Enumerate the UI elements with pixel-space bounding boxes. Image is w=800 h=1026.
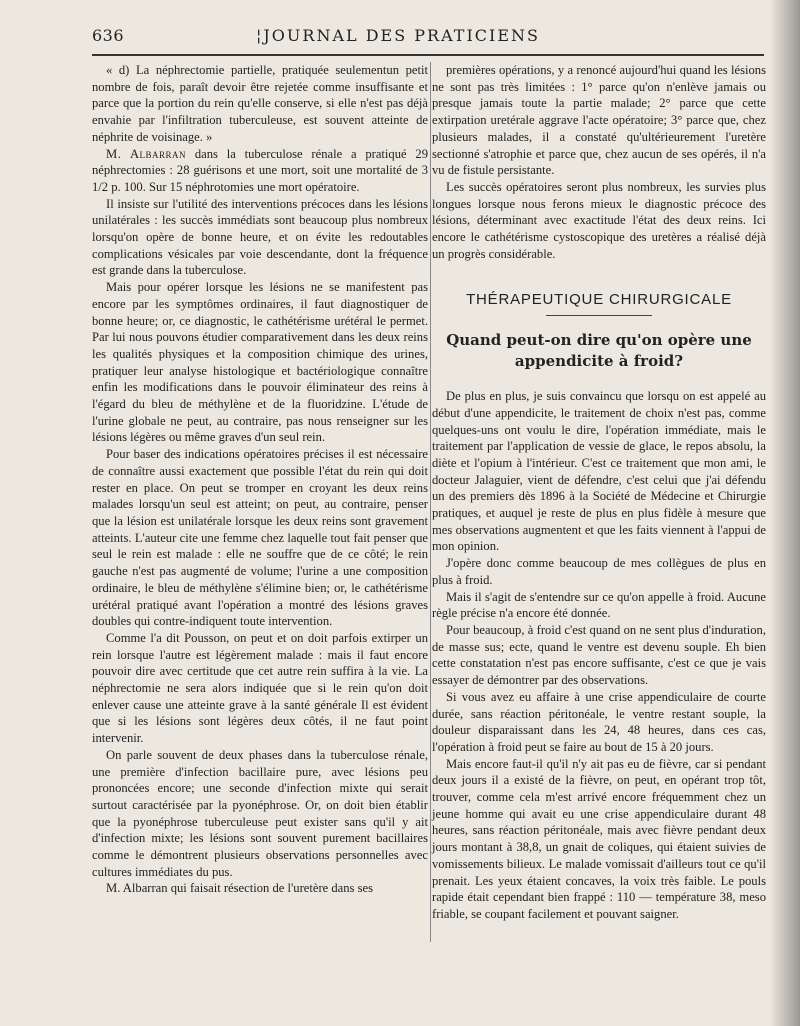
paragraph: M. Albarran qui faisait résection de l'uretère dans ses <box>106 881 373 896</box>
paragraph: J'opère donc comme beaucoup de mes collègues de plus en plus à froid. <box>432 556 766 587</box>
paragraph: Mais pour opérer lorsque les lésions ne se manifestent pas encore par les symptômes ordinaires, il faut diagnostiquer de bonne heure; or, ce diagnostic, le cathétérisme urétéral le permet. Par lui nous pouvons étudier comparativement dans les deux reins les qualités physiques et la composition chimique des urines, pratiquer leur analyse histologique et bactériologique connaître enfin les modifications dans le pouvoir éliminateur des reins à l'égard du bleu de méthylène et de la fluoridzine. L'étude de l'urine globale ne peut, au contraire, pas nous renseigner sur les lésions légères ou même graves d'un seul rein. <box>92 280 428 445</box>
paragraph: Les succès opératoires seront plus nombreux, les survies plus longues lorsque nous ferons mieux le diagnostic précoce des lésions, déterminant avec exactitude l'état des deux reins. Ici encore le cathétérisme cystoscopique des uretères a réalisé déjà un progrès considérable. <box>432 179 766 261</box>
paragraph: Mais encore faut-il qu'il n'y ait pas eu de fièvre, car si pendant deux jours il a existé de la fièvre, on peut, en opérant trop tôt, trouver, comme cela m'est arrivé encore fréquemment chez un jeune homme qui avait eu une crise appendiculaire durant 48 heures, sans réaction péritonéale, mais avec fièvre pendant deux jours montant à 38,8, un gnait de coliques, qui étaient suivies de vomissements bilieux. Le malade vomissait d'ailleurs tout ce qu'il prenait. Les yeux étaient concaves, la voix très faible. Le pouls rapide était cependant bien frappé : 110 — température 38, meso friable, se coupant facilement et pouvant saigner. <box>432 756 766 921</box>
paragraph: De plus en plus, je suis convaincu que lorsqu on est appelé au début d'une appendicite, le traitement de choix n'est pas, comme quelques-uns ont voulu le dire, l'opération immédiate, mais le traitement par l'application de vessie de glace, le repos absolu, la diète et l'opium à l'intérieur. C'est ce traitement que mon ami, le docteur Jalaguier, vient de défendre, c'est celui que j'ai défendu un des premiers dès 1896 à la Société de Médecine et Chirurgie pratiques, et auquel je reste de plus en plus fidèle à mesure que mes observations augmentent et que les faits viennent à l'appui de mon opinion. <box>432 389 766 554</box>
paragraph: Pour beaucoup, à froid c'est quand on ne sent plus d'induration, de masse sus; ecte, quand le ventre est devenu souple. Eh bien cette constatation n'est pas encore suffisante, c'est ce que je vais essayer de démontrer par des observations. <box>432 622 766 688</box>
author-name: M. Albarran <box>106 146 187 161</box>
paragraph: « d) La néphrectomie partielle, pratiquée seulementun petit nombre de fois, paraît devoir être rejetée comme insuffisante et parce que la portion du rein qu'elle conserve, si elle n'est pas déjà envahie par l'infiltration tuberculeuse, est souvent atteinte de néphrite de voisinage. » <box>92 63 428 144</box>
section-heading: THÉRAPEUTIQUE CHIRURGICALE <box>466 291 732 309</box>
paragraph: Mais il s'agit de s'entendre sur ce qu'on appelle à froid. Aucune règle précise n'a encore été donnée. <box>432 589 766 621</box>
paragraph: Si vous avez eu affaire à une crise appendiculaire de courte durée, sans réaction péritonéale, le ventre restant souple, la douleur disparaissant dans les 24, 48 heures, dans ces cas, l'opération à froid peut se faire au bout de 15 à 20 jours. <box>432 689 766 754</box>
left-column <box>92 62 428 897</box>
paragraph-text: dans la tuberculose rénale a pratiqué 29 néphrectomies : 28 guérisons et une mort, soit une mortalité de 3 1/2 p. 100. Sur 15 néphrotomies une mort opératoire. <box>92 146 428 194</box>
binding-shadow <box>770 0 800 1026</box>
right-column <box>432 62 766 923</box>
paragraph: On parle souvent de deux phases dans la tuberculose rénale, une première d'infection bacillaire pure, avec lésions peu prononcées encore; une seconde d'infection mixte qui serait surtout caractérisée par la pyonéphrose. Or, on doit bien établir que la pyonéphrose tuberculeuse peut exister sans qu'il y ait d'infection mixte; les lésions sont souvent purement bacillaires comme le démontrent plusieurs observations personnelles avec cultures immédiates du pus. <box>92 747 428 879</box>
page-number: 636 <box>92 26 125 45</box>
paragraph: premières opérations, y a renoncé aujourd'hui quand les lésions ne sont pas très limitées : 1° parce qu'on n'enlève jamais ou presque jamais toute la partie malade; 2° parce que cette extirpation uretérale aggrave l'acte opératoire; 3° parce que, chez plusieurs malades, il a constaté qu'ultérieurement l'uretère sectionné s'atrophie et parce que, chez aucun de ses opérés, il n'a vu de fistule persistante. <box>432 63 766 178</box>
paragraph: Pour baser des indications opératoires précises il est nécessaire de connaître aussi exactement que possible l'état du rein qui doit rester en place. On peut se tromper en croyant les deux reins malades lorsqu'un seul est atteint; on peut, au contraire, penser que la lésion est unilatérale lorsque les deux reins sont gravement atteints. L'auteur cite une femme chez laquelle tout fait penser que seul le rein est malade : elle ne souffre que de ce côté; le rein gauche n'est pas augmenté de volume; l'urine a une composition ordinaire, le bleu de méthylène s'élimine bien; or, le cathétérisme urétéral pratiqué avant l'opération a montré des lésions graves doubles qui contre-indiquent toute intervention. <box>92 447 428 629</box>
column-divider <box>430 62 431 942</box>
header-rule <box>92 54 764 56</box>
heading-rule <box>546 315 652 316</box>
page-header <box>92 26 764 56</box>
article-title: Quand peut-on dire qu'on opère une appendicite à froid? <box>446 331 752 371</box>
paragraph: Il insiste sur l'utilité des interventions précoces dans les lésions unilatérales : les succès immédiats sont beaucoup plus nombreux lorsqu'on opère de bonne heure, et on évite les redoutables complications vésicales par voie descendante, dont la fréquence est grande dans la tuberculose. <box>92 196 428 278</box>
paragraph <box>92 146 428 196</box>
paragraph: Comme l'a dit Pousson, on peut et on doit parfois extirper un rein lorsque l'autre est légèrement malade : mais il faut encore pouvoir dire avec certitude que cet autre rein suffira à la vie. La néphrectomie ne sera alors indiquée que si le rein qu'on doit enlever cause une atteinte grave à la santé générale Il est évident que si les lésions sont légères deux côtés, il ne faut point intervenir. <box>92 630 428 746</box>
journal-title: ¦JOURNAL DES PRATICIENS <box>256 26 540 45</box>
